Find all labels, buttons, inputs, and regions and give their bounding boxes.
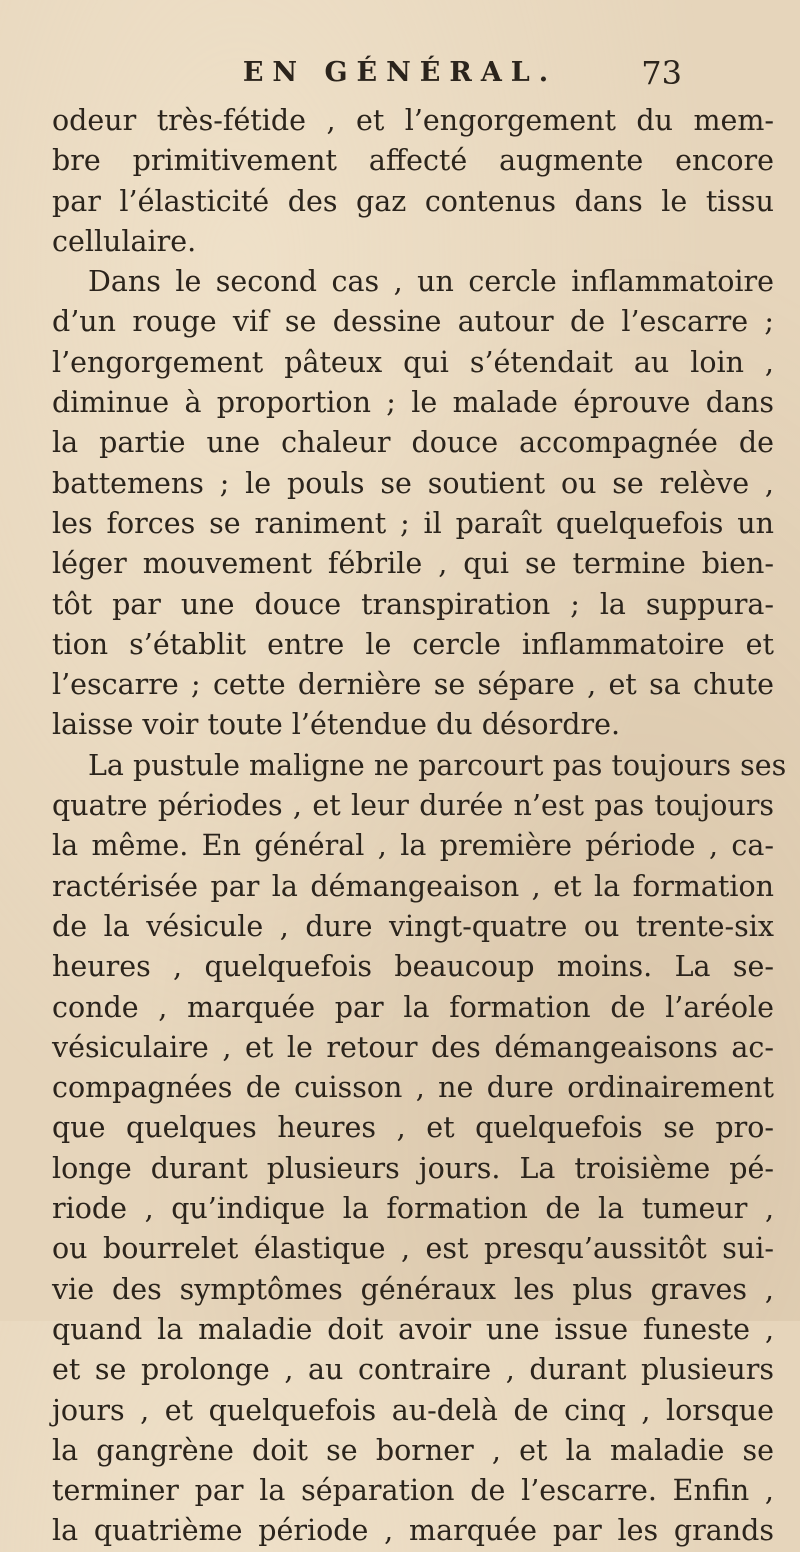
text-line: léger mouvement fébrile , qui se termine bien- xyxy=(52,547,774,581)
running-head xyxy=(0,48,800,98)
text-line: La pustule maligne ne parcourt pas toujours ses xyxy=(88,748,787,782)
text-line: vésiculaire , et le retour des démangeaisons ac- xyxy=(52,1030,774,1064)
body-text xyxy=(52,101,787,1552)
text-line: quatre périodes , et leur durée n’est pas toujours xyxy=(52,789,774,823)
text-line: l’escarre ; cette dernière se sépare , et sa chute xyxy=(52,668,774,702)
text-line: odeur très-fétide , et l’engorgement du mem- xyxy=(52,104,774,137)
text-line: compagnées de cuisson , ne dure ordinairement xyxy=(52,1071,774,1105)
text-line: tôt par une douce transpiration ; la suppura- xyxy=(52,587,774,621)
text-line: la quatrième période , marquée par les grands xyxy=(52,1514,774,1548)
text-line: cellulaire. xyxy=(52,224,197,258)
text-line: d’un rouge vif se dessine autour de l’escarre ; xyxy=(52,305,774,339)
text-line: battemens ; le pouls se soutient ou se relève , xyxy=(52,466,774,500)
text-line: ractérisée par la démangeaison , et la formation xyxy=(52,869,774,903)
text-line: les forces se raniment ; il paraît quelquefois un xyxy=(52,506,774,540)
text-line: ou bourrelet élastique , est presqu’aussitôt sui- xyxy=(52,1232,774,1266)
text-line: laisse voir toute l’étendue du désordre. xyxy=(52,708,621,742)
text-line: heures , quelquefois beaucoup moins. La se- xyxy=(52,950,774,984)
text-line: quand la maladie doit avoir une issue funeste , xyxy=(52,1312,774,1346)
text-line: Dans le second cas , un cercle inflammatoire xyxy=(88,265,774,299)
text-line: conde , marquée par la formation de l’aréole xyxy=(52,990,774,1024)
text-line: la gangrène doit se borner , et la maladie se xyxy=(52,1433,774,1467)
text-line: terminer par la séparation de l’escarre. Enfin , xyxy=(52,1474,774,1508)
running-title: EN GÉNÉRAL. xyxy=(242,57,558,88)
text-line: que quelques heures , et quelquefois se pro- xyxy=(52,1111,774,1145)
text-line: vie des symptômes généraux les plus graves , xyxy=(52,1272,774,1306)
text-line: riode , qu’indique la formation de la tumeur , xyxy=(52,1192,774,1226)
page-number: 73 xyxy=(641,54,682,92)
text-line: longe durant plusieurs jours. La troisième pé- xyxy=(52,1151,774,1185)
text-line: jours , et quelquefois au-delà de cinq , lorsque xyxy=(52,1393,774,1427)
text-line: bre primitivement affecté augmente encore xyxy=(52,144,774,178)
text-line: par l’élasticité des gaz contenus dans le tissu xyxy=(52,184,774,218)
text-line: de la vésicule , dure vingt-quatre ou trente-six xyxy=(52,909,774,943)
text-line: diminue à proportion ; le malade éprouve dans xyxy=(52,386,774,420)
text-line: la même. En général , la première période , ca- xyxy=(52,829,774,863)
text-line: tion s’établit entre le cercle inflammatoire et xyxy=(52,627,774,661)
text-line: et se prolonge , au contraire , durant plusieurs xyxy=(52,1353,774,1387)
text-line: la partie une chaleur douce accompagnée de xyxy=(52,426,774,460)
text-line: l’engorgement pâteux qui s’étendait au loin , xyxy=(52,345,774,379)
